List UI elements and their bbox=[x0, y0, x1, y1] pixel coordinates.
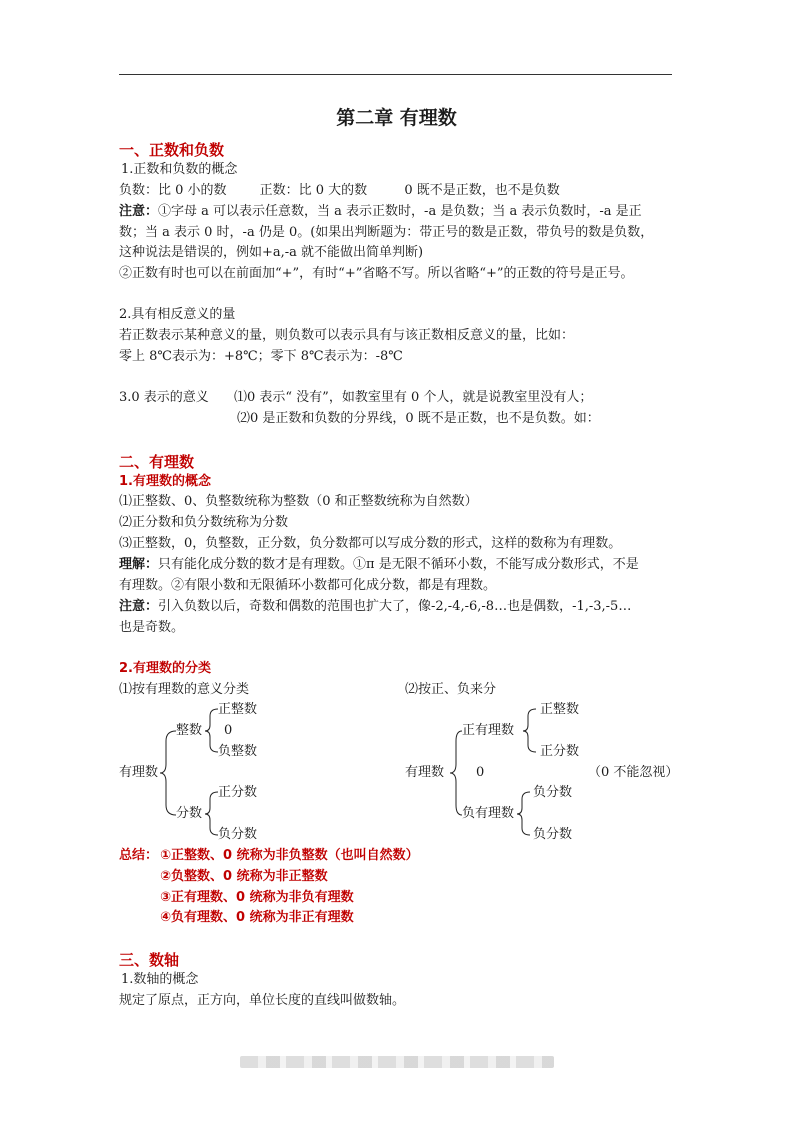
note2-line-2: 也是奇数。 bbox=[119, 620, 185, 635]
section-heading-1: 一、正数和负数 bbox=[119, 141, 225, 159]
note-line-2: 数；当 a 表示 0 时，-a 仍是 0。(如果出判断题为：带正号的数是正数，带负号的数是负数， bbox=[119, 225, 654, 240]
left-tree-negative-integer: 负整数 bbox=[218, 744, 258, 759]
left-tree-zero: 0 bbox=[224, 723, 233, 738]
classification-left-title: ⑴按有理数的意义分类 bbox=[119, 682, 250, 697]
zero-meaning-2: ⑵0 是正数和负数的分界线，0 既不是正数，也不是负数。如： bbox=[237, 411, 600, 426]
note-text: ①字母 a 可以表示任意数，当 a 表示正数时，-a 是负数；当 a 表示负数时，-a 是正 bbox=[158, 204, 642, 219]
right-tree-root: 有理数 bbox=[405, 765, 445, 780]
right-tree-negative-fraction-2: 负分数 bbox=[533, 827, 573, 842]
right-tree-zero: 0 bbox=[476, 765, 485, 780]
understanding-text: 只有能化成分数的数才是有理数。①π 是无限不循环小数，不能写成分数形式，不是 bbox=[158, 557, 639, 572]
number-line-definition: 规定了原点，正方向，单位长度的直线叫做数轴。 bbox=[119, 993, 406, 1008]
right-tree-negative-rational: 负有理数 bbox=[462, 806, 515, 821]
concept-3: ⑶正整数，0，负整数，正分数，负分数都可以写成分数的形式，这样的数称为有理数。 bbox=[119, 536, 622, 551]
right-tree-negative-fraction-1: 负分数 bbox=[533, 785, 573, 800]
left-tree-integer: 整数 bbox=[176, 723, 203, 738]
summary-1: ①正整数、0 统称为非负整数（也叫自然数） bbox=[160, 848, 419, 863]
summary-2: ②负整数、0 统称为非正整数 bbox=[160, 869, 328, 884]
opposite-line-2: 零上 8℃表示为：+8℃；零下 8℃表示为：-8℃ bbox=[119, 349, 403, 364]
right-tree-zero-note: （0 不能忽视） bbox=[588, 765, 679, 780]
right-pos-brace bbox=[523, 709, 536, 752]
understanding-line-2: 有理数。②有限小数和无限循环小数都可化成分数，都是有理数。 bbox=[119, 578, 497, 593]
note-line-4: ②正数有时也可以在前面加“+”，有时“+”省略不写。所以省略“+”的正数的符号是正号。 bbox=[119, 266, 634, 281]
right-neg-brace bbox=[517, 792, 530, 835]
summary-3: ③正有理数、0 统称为非负有理数 bbox=[160, 890, 354, 905]
section-heading-3: 三、数轴 bbox=[119, 951, 180, 969]
left-tree-positive-integer: 正整数 bbox=[218, 702, 258, 717]
note2-text: 引入负数以后，奇数和偶数的范围也扩大了，像-2,-4,-6,-8…也是偶数，-1,-3,-5… bbox=[158, 599, 632, 614]
definitions-line: 负数：比 0 小的数 正数：比 0 大的数 0 既不是正数，也不是负数 bbox=[119, 183, 560, 198]
understanding-label: 理解： bbox=[119, 557, 159, 572]
zero-meaning-1: ⑴0 表示“ 没有”，如教室里有 0 个人，就是说教室里没有人； bbox=[234, 390, 593, 405]
subheading-2-2: 2.有理数的分类 bbox=[119, 661, 211, 676]
chapter-title: 第二章 有理数 bbox=[336, 107, 457, 129]
subheading-1-1: 1.正数和负数的概念 bbox=[121, 162, 238, 177]
right-tree-positive-rational: 正有理数 bbox=[462, 723, 515, 738]
left-tree-fraction: 分数 bbox=[176, 806, 203, 821]
right-tree-positive-integer: 正整数 bbox=[540, 702, 580, 717]
subheading-1-3: 3.0 表示的意义 bbox=[119, 390, 209, 405]
left-tree-negative-fraction: 负分数 bbox=[218, 827, 258, 842]
subheading-1-2: 2.具有相反意义的量 bbox=[119, 307, 236, 322]
note-line-3: 这种说法是错误的，例如+a,-a 就不能做出简单判断) bbox=[119, 245, 424, 260]
left-int-brace bbox=[205, 709, 218, 752]
summary-4: ④负有理数、0 统称为非正有理数 bbox=[160, 910, 354, 925]
opposite-line-1: 若正数表示某种意义的量，则负数可以表示具有与该正数相反意义的量，比如： bbox=[119, 328, 575, 343]
right-tree-positive-fraction: 正分数 bbox=[540, 744, 580, 759]
blurred-footer bbox=[240, 1056, 554, 1068]
subheading-2-1: 1.有理数的概念 bbox=[119, 474, 211, 489]
section-heading-2: 二、有理数 bbox=[119, 453, 195, 471]
classification-right-title: ⑵按正、负来分 bbox=[405, 682, 497, 697]
left-root-brace bbox=[160, 731, 176, 815]
left-frac-brace bbox=[205, 792, 218, 835]
left-tree-positive-fraction: 正分数 bbox=[218, 785, 258, 800]
concept-2: ⑵正分数和负分数统称为分数 bbox=[119, 515, 289, 530]
concept-1: ⑴正整数、0、负整数统称为整数（0 和正整数统称为自然数） bbox=[119, 494, 478, 509]
left-tree-root: 有理数 bbox=[119, 765, 159, 780]
right-root-brace bbox=[450, 731, 462, 815]
subheading-3-1: 1.数轴的概念 bbox=[121, 972, 199, 987]
summary-label: 总结： bbox=[119, 848, 159, 863]
note-label: 注意： bbox=[119, 204, 159, 219]
note2-label: 注意： bbox=[119, 599, 159, 614]
